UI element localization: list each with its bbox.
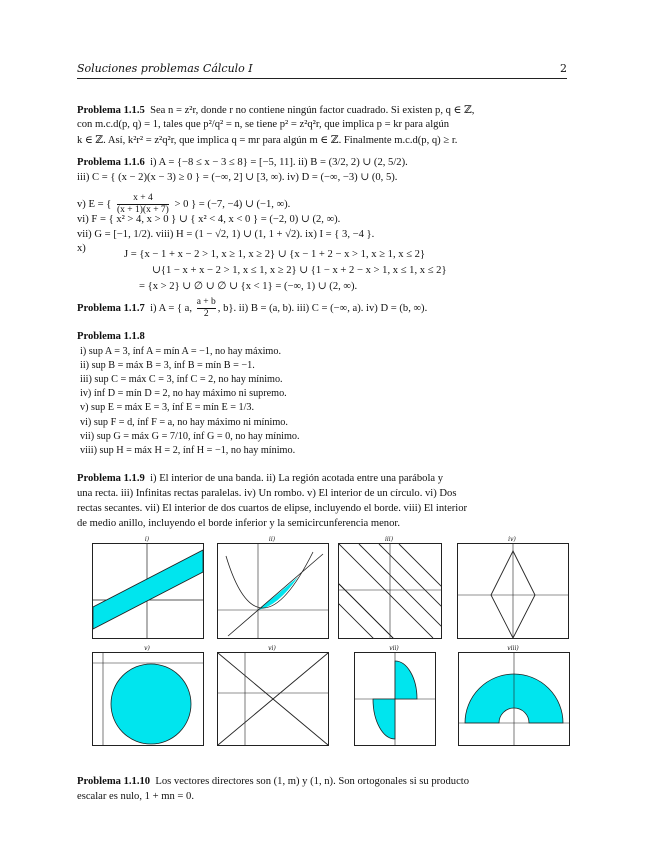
p118-title: Problema 1.1.8: [77, 331, 145, 342]
p118-item: ii) sup B = máx B = 3, ínf B = mín B = −1.: [80, 360, 255, 371]
fig-caption-viii: viii): [507, 645, 519, 652]
header-title: Soluciones problemas Cálculo I: [77, 62, 253, 75]
p1110-line1: Problema 1.1.10 Los vectores directores son (1, m) y (1, n). Son ortogonales si su producto: [77, 776, 470, 787]
fraction-e: $\frac{x + 4}{(x + 1)(x + 7)}$: [116, 193, 169, 215]
figure-secant-lines: [217, 652, 329, 746]
p116-line4: vi) F = { x² > 4, x > 0 } ∪ { x² < 4, x < 0 } = (−2, 0) ∪ (2, ∞).: [77, 214, 341, 225]
p115-title: Problema 1.1.5: [77, 105, 145, 116]
p119-line4: de medio anillo, incluyendo el borde inferior y la semicircunferencia menor.: [77, 518, 400, 529]
p118-item: v) sup E = máx E = 3, ínf E = mín E = 1/3.: [80, 402, 255, 413]
p118-item: iii) sup C = máx C = 3, ínf C = 2, no hay mínimo.: [80, 374, 283, 385]
parabola-plot: [218, 544, 328, 638]
p116-line5: vii) G = [−1, 1/2). viii) H = (1 − √2, 1) ∪ (1, 1 + √2). ix) I = { 3, −4 }.: [77, 229, 375, 240]
circle-plot: [93, 653, 203, 745]
p116-line2: iii) C = { (x − 2)(x − 3) ≥ 0 } = (−∞, 2] ∪ [3, ∞). iv) D = (−∞, −3) ∪ (0, 5).: [77, 172, 398, 183]
p118-item: vii) sup G = máx G = 7/10, ínf G = 0, no hay mínimo.: [80, 431, 300, 442]
p116-line6: J = {x − 1 + x − 2 > 1, x ≥ 1, x ≥ 2} ∪ {x − 1 + 2 − x > 1, x ≥ 1, x ≤ 2}: [124, 249, 426, 260]
p119-line3: rectas secantes. vii) El interior de dos cuartos de elipse, incluyendo el borde. viii) El interior: [77, 503, 468, 514]
p118-item: vi) sup F = d, ínf F = a, no hay máximo ni mínimo.: [80, 417, 288, 428]
fig-caption-iv: iv): [508, 536, 516, 543]
band-plot: [93, 544, 203, 638]
p117-title: Problema 1.1.7: [77, 302, 145, 314]
p116-line8: = {x > 2} ∪ ∅ ∪ ∅ ∪ {x < 1} = (−∞, 1) ∪ (2, ∞).: [139, 281, 358, 292]
fig-caption-vii: vii): [389, 645, 399, 652]
parallel-lines-plot: [339, 544, 441, 638]
page-number: 2: [560, 62, 567, 75]
fig-caption-iii: iii): [384, 536, 394, 543]
p119-title: Problema 1.1.9: [77, 473, 145, 484]
p1110-title: Problema 1.1.10: [77, 776, 151, 787]
p115-line1: Problema 1.1.5 Sea n = z²r, donde r no contiene ningún factor cuadrado. Si existen p, q ∈ ℤ,: [77, 105, 475, 116]
p118-item: i) sup A = 3, ínf A = mín A = −1, no hay máximo.: [80, 346, 281, 357]
p117-line: Problema 1.1.7 i) A = { a, $\frac{a + b}{2}$ , b}. ii) B = (a, b). iii) C = (−∞, a). iv) D = (b, ∞).: [77, 297, 428, 319]
figure-band: [92, 543, 204, 639]
fig-caption-i: i): [144, 536, 150, 543]
rhombus-plot: [458, 544, 568, 638]
figure-half-ring: [458, 652, 570, 746]
p1110-line2: escalar es nulo, 1 + mn = 0.: [77, 791, 194, 802]
fig-caption-ii: ii): [268, 536, 276, 543]
figure-parallel-lines: [338, 543, 442, 639]
fraction-ab: $\frac{a + b}{2}$: [196, 297, 216, 319]
p116-line7: ∪{1 − x + x − 2 > 1, x ≤ 1, x ≥ 2} ∪ {1 − x + 2 − x > 1, x ≤ 1, x ≤ 2}: [152, 265, 447, 276]
p116-line1: Problema 1.1.6 i) A = {−8 ≤ x − 3 ≤ 8} = [−5, 11]. ii) B = (3/2, 2) ∪ (2, 5/2).: [77, 157, 408, 168]
p116-line3: v) E = { $\frac{x + 4}{(x + 1)(x + 7)}$ > 0 } = (−7, −4) ∪ (−1, ∞).: [77, 193, 291, 215]
p119-line2: una recta. iii) Infinitas rectas paralelas. iv) Un rombo. v) El interior de un círculo. vi) Dos: [77, 488, 457, 499]
p119-line1: Problema 1.1.9 i) El interior de una banda. ii) La región acotada entre una parábola y: [77, 473, 444, 484]
fig-caption-vi: vi): [268, 645, 276, 652]
header-rule: [77, 78, 567, 79]
p116-title: Problema 1.1.6: [77, 157, 145, 168]
p118-item: viii) sup H = máx H = 2, ínf H = −1, no hay mínimo.: [80, 445, 296, 456]
p118-item: iv) ínf D = mín D = 2, no hay máximo ni supremo.: [80, 388, 287, 399]
ellipse-quarters-plot: [355, 653, 435, 745]
p115-line3: k ∈ ℤ. Así, k²r² = z²q²r, que implica q = mr para algún m ∈ ℤ. Finalmente m.c.d(p, q) ≥ r.: [77, 135, 458, 146]
figure-parabola: [217, 543, 329, 639]
running-header: [77, 62, 567, 75]
figure-rhombus: [457, 543, 569, 639]
p116-line6-label: x): [77, 243, 86, 254]
p115-line2: con m.c.d(p, q) = 1, tales que p²/q² = n, se tiene p² = z²q²r, que implica p = kr para algún: [77, 119, 450, 130]
fig-caption-v: v): [144, 645, 150, 652]
secant-lines-plot: [218, 653, 328, 745]
figure-ellipse-quarters: [354, 652, 436, 746]
half-ring-plot: [459, 653, 569, 745]
figure-circle: [92, 652, 204, 746]
